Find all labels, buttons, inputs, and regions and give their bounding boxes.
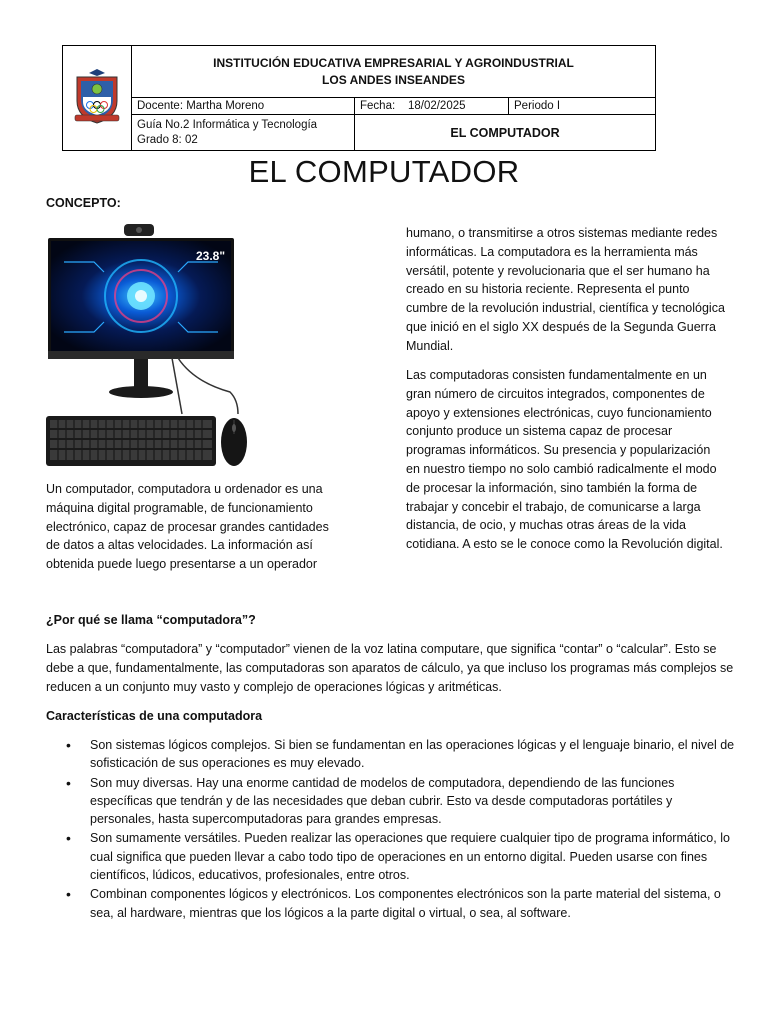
- list-item: • Son sistemas lógicos complejos. Si bien se fundamentan en las operaciones lógicas y el lenguaje binario, el nivel de sofisticación de sus operaciones es muy elevado.: [46, 736, 736, 773]
- screen-size-label: 23.8": [196, 249, 226, 263]
- school-logo: [63, 46, 132, 151]
- why-heading: ¿Por qué se llama “computadora”?: [46, 613, 256, 627]
- page-title: EL COMPUTADOR: [248, 154, 520, 189]
- why-paragraph: Las palabras “computadora” y “computador” vienen de la voz latina computare, que significa “contar” o “calcular”. Esto se debe a que, fundamentalmente, las computadoras son aparatos de cálculo, ya que incluso los programas más complejos se reducen a un conjunto muy vasto y complejo de operaciones lógicas y aritméticas.: [46, 642, 734, 694]
- school-crest-icon: [69, 67, 125, 127]
- list-item: • Son muy diversas. Hay una enorme cantidad de modelos de computadora, dependiendo de las funciones específicas que tendrán y de las necesidades que deban cubrir. Esto va desde computadoras portátiles y personales, hasta supercomputadoras para grandes empresas.: [46, 774, 736, 829]
- institution-name: [132, 46, 656, 98]
- list-item: • Combinan componentes lógicos y electrónicos. Los componentes electrónicos son la parte material del sistema, o sea, al hardware, mientras que los lógicos a la parte digital o virtual, o sea, al software.: [46, 885, 736, 922]
- concept-heading: CONCEPTO:: [46, 196, 121, 210]
- grade: Grado 8: 02: [137, 133, 198, 146]
- computer-image: [44, 222, 272, 472]
- concept-right-paragraph-1: humano, o transmitirse a otros sistemas mediante redes informáticas. La computadora es la herramienta más versátil, potente y revolucionaria que el ser humano ha creado en su historia reciente. Representa el punto cumbre de la revolución industrial, científica y tecnológica que inició en el siglo XX después de la Segunda Guerra Mundial.: [406, 226, 725, 353]
- date-cell: [355, 98, 509, 115]
- teacher-cell: Docente: Martha Moreno: [132, 98, 355, 115]
- date-label: Fecha:: [360, 100, 396, 112]
- topic-cell: EL COMPUTADOR: [355, 115, 656, 151]
- features-list: [46, 736, 736, 923]
- institution-line-1: INSTITUCIÓN EDUCATIVA EMPRESARIAL Y AGROINDUSTRIAL: [213, 55, 574, 70]
- guide-name: Guía No.2 Informática y Tecnología: [137, 118, 318, 131]
- date-value: 18/02/2025: [407, 100, 466, 112]
- features-heading: Características de una computadora: [46, 709, 263, 723]
- list-item: • Son sumamente versátiles. Pueden realizar las operaciones que requiere cualquier tipo de programa informático, lo cual significa que pueden llevar a cabo todo tipo de operaciones en un entorno digital. Pueden usarse con fines científicos, lúdicos, educativos, profesionales, entre otros.: [46, 829, 736, 884]
- institution-line-2: LOS ANDES INSEANDES: [322, 72, 465, 87]
- header-table: [62, 45, 656, 151]
- period-cell: Periodo I: [509, 98, 656, 115]
- guide-cell: [132, 115, 355, 151]
- concept-left-paragraph: Un computador, computadora u ordenador es una máquina digital programable, de funcionamiento electrónico, capaz de procesar grandes cantidades de datos a altas velocidades. La información así obtenida puede luego presentarse a un operador: [46, 482, 329, 572]
- concept-right-paragraph-2: Las computadoras consisten fundamentalmente en un gran número de circuitos integrados, componentes de apoyo y extensiones electrónicas, cuyo funcionamiento conjunto produce un sistema capaz de procesar programas informáticos. Su presencia y popularización en nuestro tiempo no solo cambió radicalmente el modo de procesar la información, sino también la forma de trabajar y concebir el trabajo, de comunicarse a larga distancia, de ocio, y muchas otras áreas de la vida cotidiana. A esto se le conoce como la Revolución digital.: [406, 368, 723, 552]
